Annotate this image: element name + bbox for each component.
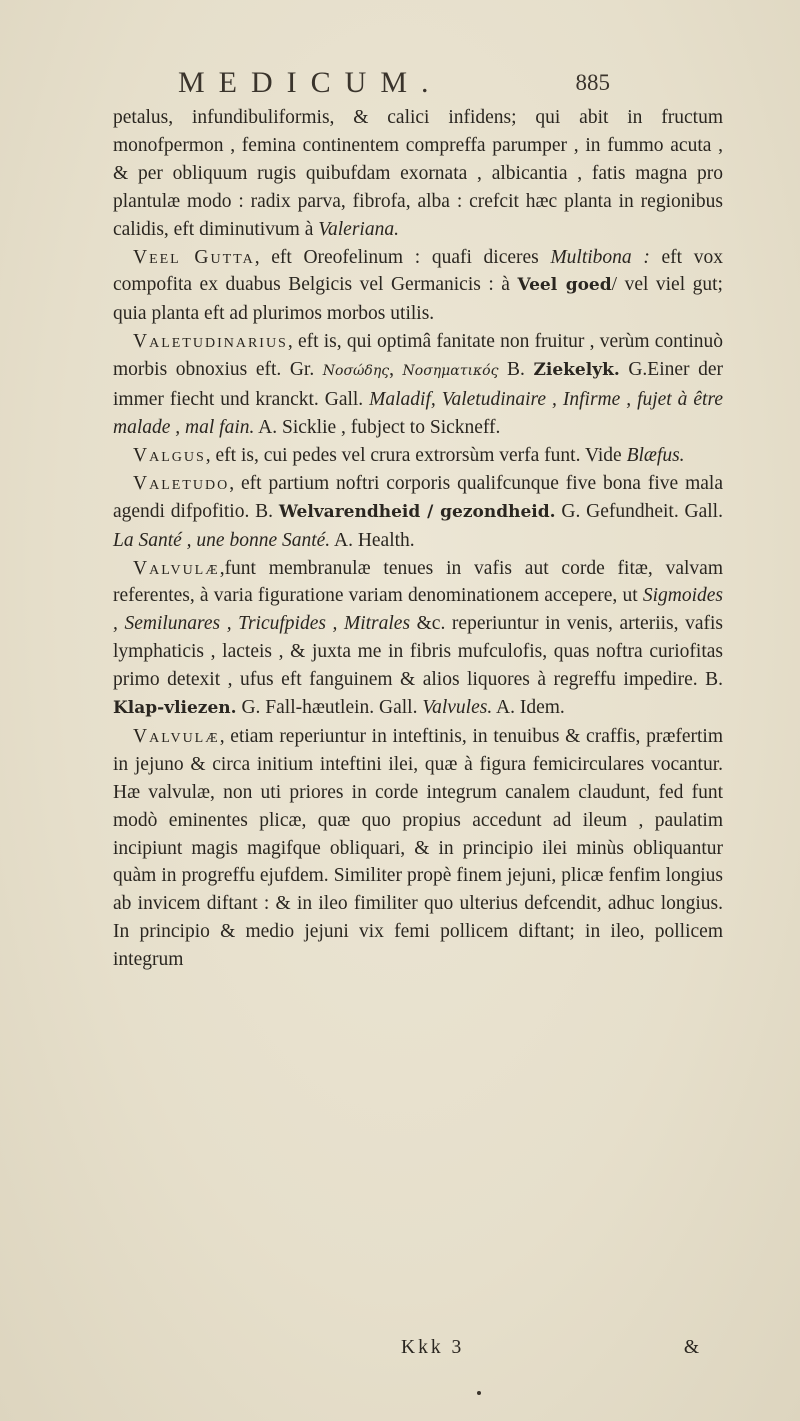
entry-valvulae-1 — [113, 555, 723, 723]
catchword: & — [683, 1337, 699, 1358]
greek-term: Νοσώδης — [322, 363, 390, 380]
entry-text: , etiam reperiuntur in inteftinis, in tenuibus & craffis, præfertim in jejuno & circa initium inteftini ilei, quæ à figura femicirculares vocantur. Hæ valvulæ, non uti priores in corde integrum canalem claudunt, fed funt modò eminentes plicæ, quæ quo propius accedunt ad ileum , paulatim incipiunt magis magifque obliquari, & in principio ilei minùs obliquantur quàm in progreffu ejufdem. Similiter propè finem jejuni, plicæ fenfim longius ab invicem diftant : & in ileo fimiliter quo ulterius defcendit, adhuc longius. In principio & medio jejuni vix femi pollicem diftant; in ileo, pollicem integrum — [113, 725, 723, 971]
entry-headword: Valetudo — [133, 472, 230, 494]
blackletter-term: Klap-vliezen. — [113, 698, 237, 719]
italic-term: Sigmoides , Semilunares , Tricufpides , Mitrales — [113, 585, 723, 635]
greek-term: Νοσηματικός — [402, 363, 499, 380]
italic-term: Blæfus. — [626, 444, 685, 466]
blackletter-term: Veel goed — [517, 275, 612, 296]
dictionary-text-body — [113, 104, 723, 974]
entry-text: A. Idem. — [492, 697, 565, 719]
entry-text: &c. reperiuntur in venis, arteriis, vafis lymphaticis , lacteis , & juxta me in fibris mufculofis, quas noftra curiofitas primo detexit , ufus eft fanguinem & alios liquores à regreffu impedire. B. — [113, 613, 723, 691]
entry-text: , eft partium noftri corporis qualifcunque five bona five mala agendi difpofitio. B. — [113, 472, 723, 522]
italic-term: Multibona : — [550, 246, 650, 268]
italic-term: Valvules. — [422, 697, 493, 719]
entry-text: petalus, infundibuliformis, & calici infidens; qui abit in fructum monofpermon , femina continentem compreffa parumper , in fummo acuta , & per obliquum rugis quibufdam exornata , albicantia , fatis magna pro plantulæ modo : radix parva, fibrofa, alba : crefcit hæc planta in regionibus calidis, eft diminutivum à — [113, 107, 723, 240]
entry-text: , eft is, qui optimâ fanitate non fruitur , verùm continuò morbis obnoxius eft. Gr. — [113, 331, 723, 381]
entry-text: A. Health. — [330, 529, 415, 551]
entry-valvulae-2 — [113, 723, 723, 974]
entry-text: G. Fall-hæutlein. Gall. — [236, 697, 423, 719]
entry-valetudo — [113, 470, 723, 555]
blackletter-term: Ziekelyk. — [533, 360, 620, 381]
entry-valgus — [113, 442, 723, 470]
entry-text: , eft is, cui pedes vel crura extrorsùm verfa funt. Vide — [205, 444, 627, 466]
italic-term: Maladif, Valetudinaire , Infirme , fujet à être malade , mal fain. — [113, 389, 723, 438]
entry-text: A. Sicklie , fubject to Sickneff. — [254, 416, 501, 438]
entry-headword: Valvulæ — [133, 557, 220, 579]
italic-term: La Santé , une bonne Santé. — [113, 529, 331, 551]
entry-headword: Veel Gutta — [133, 246, 255, 268]
entry-headword: Valetudinarius — [133, 331, 288, 353]
entry-valetudinarius — [113, 328, 723, 442]
entry-text: G.Einer der immer fiecht und kranckt. Gall. — [113, 359, 723, 411]
page-header — [178, 66, 618, 102]
page-number: 885 — [575, 70, 610, 95]
entry-text: G. Gefundheit. Gall. — [555, 500, 723, 522]
blackletter-term: Welvarendheid / gezondheid. — [278, 501, 556, 522]
entry-text: ,funt membranulæ tenues in vafis aut corde fitæ, valvam referentes, à varia figuratione variam denominationem accepere, ut — [113, 557, 723, 607]
entry-headword: Valgus — [133, 444, 206, 466]
entry-text: B. — [498, 359, 534, 381]
entry-headword: Valvulæ — [133, 725, 220, 747]
signature-mark: Kkk 3 — [401, 1337, 465, 1358]
entry-valeriana-continuation — [113, 104, 723, 244]
entry-text: , eft Oreofelinum : quafi diceres — [254, 246, 551, 268]
running-head: MEDICUM. — [178, 66, 443, 99]
entry-text: eft vox compofita ex duabus Belgicis vel Germanicis : à — [113, 246, 723, 296]
entry-text: / vel viel gut; quia planta eft ad plurimos morbos utilis. — [113, 274, 723, 325]
page-footer — [113, 1337, 723, 1365]
ink-speck — [477, 1391, 481, 1395]
italic-term: Valeriana. — [318, 218, 399, 240]
entry-text: , — [389, 359, 403, 381]
entry-veel-gutta — [113, 244, 723, 329]
